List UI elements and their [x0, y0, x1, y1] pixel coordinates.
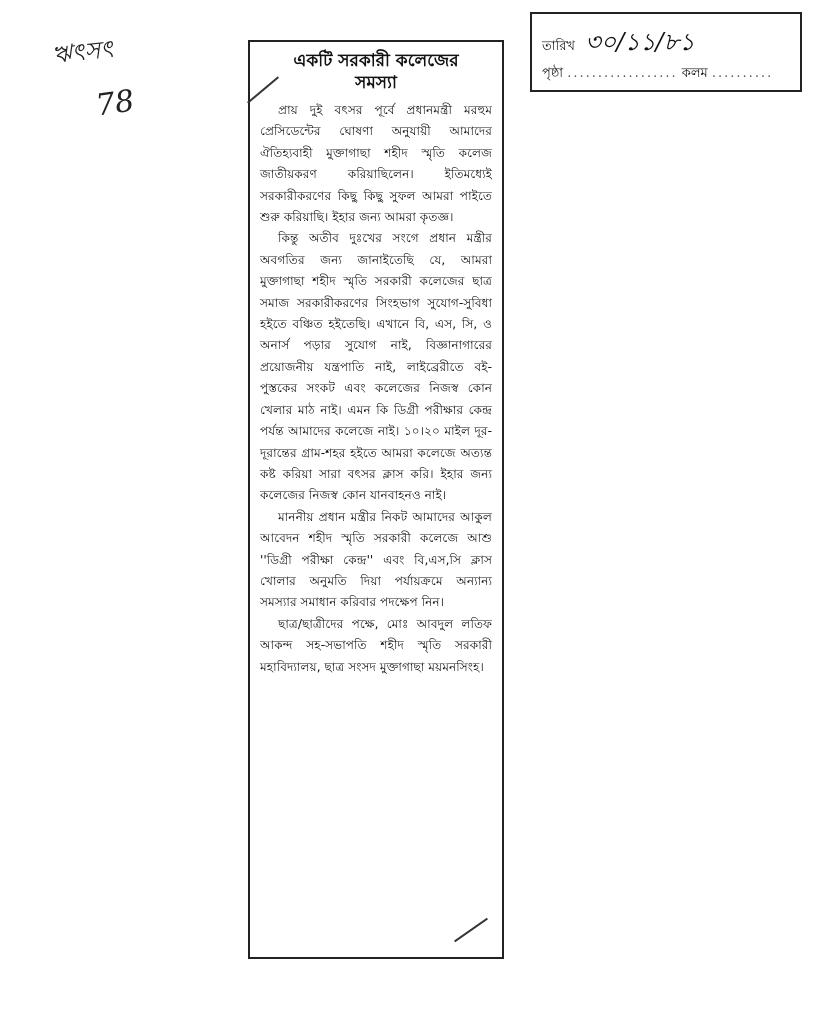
newspaper-clipping	[248, 40, 504, 959]
clipping-body	[260, 100, 492, 678]
clipping-paragraph: প্রায় দুই বৎসর পূর্বে প্রধানমন্ত্রী মরহুম প্রেসিডেন্টের ঘোষণা অনুযায়ী আমাদের ঐতিহ্যবাহী মুক্তাগাছা শহীদ স্মৃতি কলেজ জাতীয়করণ করিয়াছিলেন। ইতিমধ্যেই সরকারীকরণের কিছু কিছু সুফল আমরা পাইতে শুরু করিয়াছি। ইহার জন্য আমরা কৃতজ্ঞ।	[260, 103, 492, 225]
handwritten-note: ঋৎসৎ	[50, 34, 115, 70]
stamp-date-label: তারিখ	[542, 39, 575, 54]
clipping-title: একটি সরকারী কলেজের সমস্যা	[293, 51, 459, 93]
clipping-paragraph: মাননীয় প্রধান মন্ত্রীর নিকট আমাদের আকুল আবেদন শহীদ স্মৃতি সরকারী কলেজে আশু ''ডিগ্রী পরীক্ষা কেন্দ্র'' এবং বি,এস,সি ক্লাস খোলার অনুমতি দিয়া পর্যায়ক্রমে অন্যান্য সমস্যার সমাধান করিবার পদক্ষেপ নিন।	[260, 509, 492, 610]
stamp-dotted-line: ..........	[711, 66, 774, 81]
stamp-page-row	[542, 64, 773, 85]
stamp-date-value: ৩০/১১/৮১	[585, 28, 695, 56]
stamp-page-label: পৃষ্ঠা	[542, 66, 564, 81]
stamp-column-label: কলম	[681, 66, 708, 81]
handwritten-page-number: 78	[93, 83, 137, 124]
date-stamp	[530, 12, 802, 92]
clipping-paragraph: কিন্তু অতীব দুঃখের সংগে প্রধান মন্ত্রীর অবগতির জন্য জানাইতেছি যে, আমরা মুক্তাগাছা শহীদ স্মৃতি সরকারী কলেজের ছাত্র সমাজ সরকারীকরণের সিংহভাগ সুযোগ-সুবিধা হইতে বঞ্চিত হইতেছি। এখানে বি, এস, সি, ও অনার্স পড়ার সুযোগ নাই, বিজ্ঞানাগারের প্রয়োজনীয় যন্ত্রপাতি নাই, লাইব্রেরীতে বই-পুস্তকের সংকট এবং কলেজের নিজস্ব কোন খেলার মাঠ নাই। এমন কি ডিগ্রী পরীক্ষার কেন্দ্র পর্যন্ত আমাদের কলেজে নাই। ১০।২০ মাইল দূর-দূরান্তের গ্রাম-শহর হইতে আমরা কলেজে অত্যন্ত কষ্ট করিয়া সারা বৎসর ক্লাস করি। ইহার জন্য কলেজের নিজস্ব কোন যানবাহনও নাই।	[260, 231, 492, 503]
clipping-signature: ছাত্র/ছাত্রীদের পক্ষে, মোঃ আবদুল লতিফ আকন্দ সহ-সভাপতি শহীদ স্মৃতি সরকারী মহাবিদ্যালয়, ছাত্র সংসদ মুক্তাগাছা ময়মনসিংহ।	[260, 616, 492, 674]
stamp-date-row	[542, 24, 695, 64]
stamp-dotted-line: ..................	[567, 66, 678, 81]
